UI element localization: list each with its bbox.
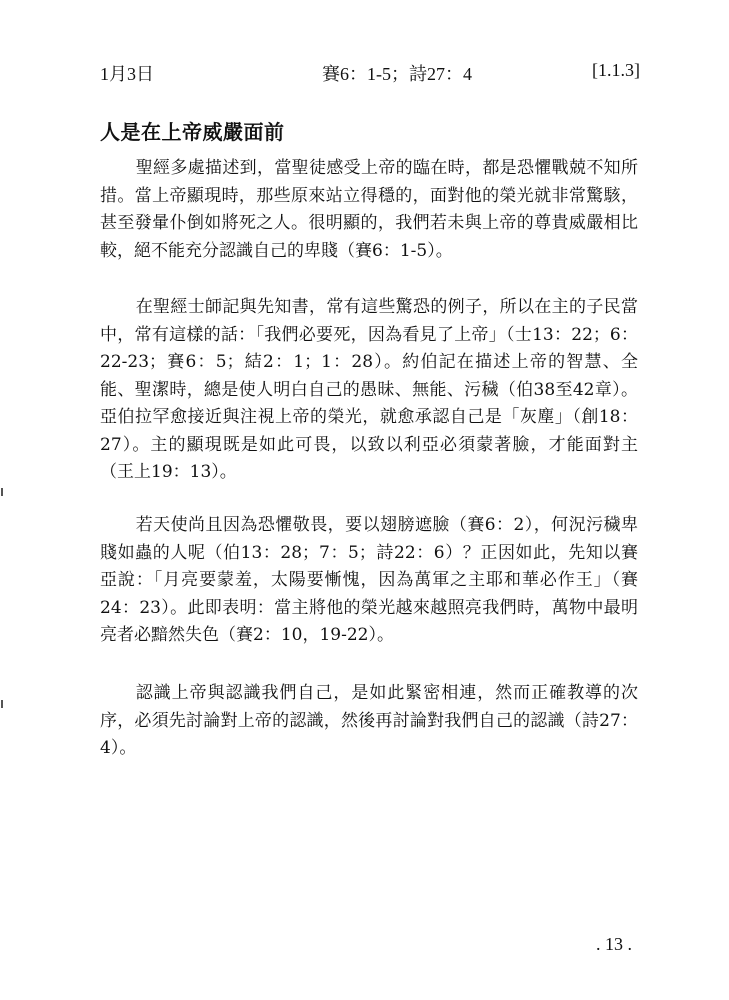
header-date: 1月3日: [100, 64, 154, 84]
body-paragraph-3: 若天使尚且因為恐懼敬畏，要以翅膀遮臉（賽6：2），何況污穢卑賤如蟲的人呢（伯13：28；7：5；詩22：6）？正因如此，先知以賽亞說：「月亮要蒙羞，太陽要慚愧，因為萬軍之主耶和華必作王」（賽24：23）。此即表明：當主將他的榮光越來越照亮我們時，萬物中最明亮者必黯然失色（賽2：10，19-22）。: [100, 515, 638, 645]
header-section-code: [1.1.3]: [592, 60, 640, 80]
header-scripture-reference: 賽6：1-5；詩27：4: [322, 64, 472, 84]
page-header: [100, 60, 640, 88]
body-paragraph-2: 在聖經士師記與先知書，常有這些驚恐的例子，所以在主的子民當中，常有這樣的話：「我們必要死，因為看見了上帝」（士13：22；6：22-23；賽6：5；結2：1；1：28）。約伯記在描述上帝的智慧、全能、聖潔時，總是使人明白自己的愚昧、無能、污穢（伯38至42章）。亞伯拉罕愈接近與注視上帝的榮光，就愈承認自己是「灰塵」（創18：27）。主的顯現既是如此可畏，以致以利亞必須蒙著臉，才能面對主（王上19：13）。: [100, 297, 638, 482]
page-number: . 13 .: [596, 934, 632, 954]
scan-edge-mark: [1, 700, 3, 708]
body-paragraph-4: 認識上帝與認識我們自己，是如此緊密相連，然而正確教導的次序，必須先討論對上帝的認識，然後再討論對我們自己的認識（詩27：4）。: [100, 683, 638, 758]
body-paragraph-1: 聖經多處描述到，當聖徒感受上帝的臨在時，都是恐懼戰兢不知所措。當上帝顯現時，那些原來站立得穩的，面對他的榮光就非常驚駭，甚至發暈仆倒如將死之人。很明顯的，我們若未與上帝的尊貴威嚴相比較，絕不能充分認識自己的卑賤（賽6：1-5）。: [100, 158, 638, 261]
page-title: 人是在上帝威嚴面前: [100, 120, 285, 144]
scan-edge-mark: [1, 488, 3, 496]
